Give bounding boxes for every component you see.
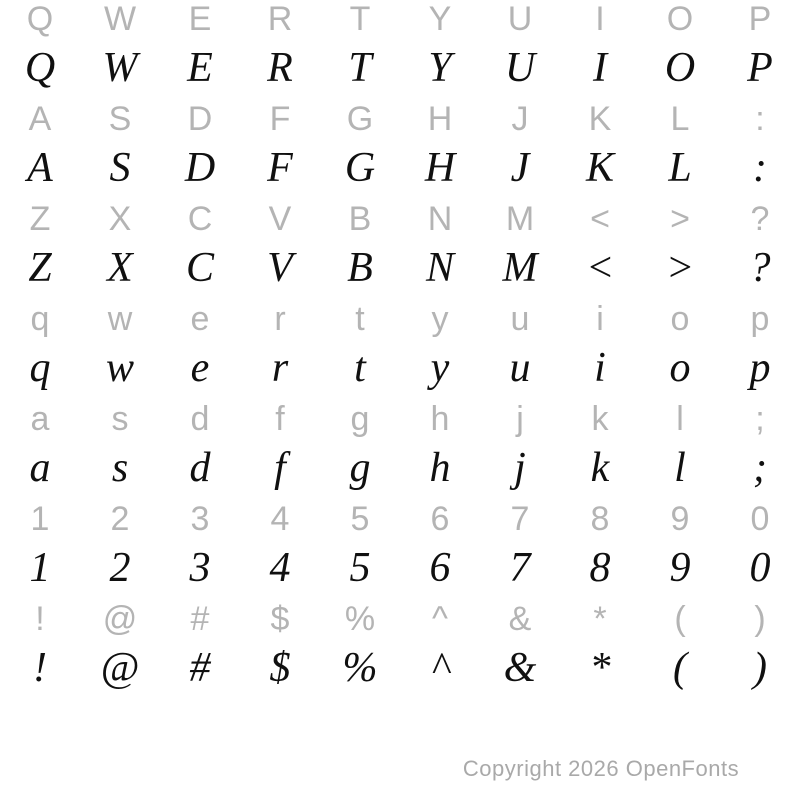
- reference-glyph: ): [754, 600, 766, 638]
- reference-glyph: r: [274, 300, 286, 338]
- specimen-glyph: w: [105, 345, 134, 391]
- specimen-glyph: S: [109, 145, 131, 191]
- reference-glyph: M: [505, 200, 535, 238]
- specimen-glyph: <: [585, 245, 615, 291]
- reference-glyph: 5: [350, 500, 370, 538]
- reference-glyph: j: [516, 400, 524, 438]
- specimen-glyph: %: [342, 645, 378, 691]
- specimen-glyph: E: [187, 45, 213, 91]
- specimen-glyph: l: [674, 445, 686, 491]
- reference-glyph: 8: [590, 500, 610, 538]
- reference-glyph: d: [190, 400, 210, 438]
- specimen-row-2: [0, 145, 800, 200]
- specimen-glyph: R: [267, 45, 293, 91]
- specimen-glyph: Z: [28, 245, 52, 291]
- specimen-glyph: U: [504, 45, 536, 91]
- specimen-glyph: P: [747, 45, 773, 91]
- reference-glyph: D: [187, 100, 213, 138]
- reference-glyph: u: [510, 300, 530, 338]
- reference-glyph: 4: [270, 500, 290, 538]
- reference-glyph: R: [267, 0, 293, 38]
- specimen-glyph: g: [349, 445, 371, 491]
- specimen-glyph: o: [669, 345, 691, 391]
- reference-glyph: T: [349, 0, 371, 38]
- reference-glyph: E: [188, 0, 212, 38]
- specimen-glyph: !: [33, 645, 47, 691]
- reference-glyph: F: [269, 100, 291, 138]
- specimen-row-4: [0, 345, 800, 400]
- reference-glyph: k: [591, 400, 609, 438]
- specimen-glyph: 8: [589, 545, 611, 591]
- specimen-glyph: Y: [428, 45, 452, 91]
- specimen-glyph: e: [190, 345, 210, 391]
- specimen-glyph: 6: [429, 545, 451, 591]
- specimen-row-7: [0, 645, 800, 700]
- reference-glyph: !: [35, 600, 45, 638]
- specimen-glyph: B: [347, 245, 373, 291]
- reference-glyph: &: [508, 600, 532, 638]
- specimen-glyph: :: [753, 145, 767, 191]
- specimen-glyph: 0: [749, 545, 771, 591]
- specimen-glyph: N: [425, 245, 454, 291]
- reference-glyph: Y: [428, 0, 452, 38]
- specimen-glyph: K: [585, 145, 614, 191]
- reference-glyph: y: [431, 300, 449, 338]
- reference-glyph: q: [30, 300, 50, 338]
- reference-glyph: P: [748, 0, 772, 38]
- reference-glyph: K: [588, 100, 612, 138]
- reference-glyph: ?: [750, 200, 770, 238]
- reference-glyph: $: [270, 600, 290, 638]
- reference-glyph: (: [674, 600, 686, 638]
- reference-glyph: I: [595, 0, 605, 38]
- specimen-glyph: h: [429, 445, 451, 491]
- reference-glyph: O: [666, 0, 694, 38]
- reference-glyph: 2: [110, 500, 130, 538]
- specimen-glyph: O: [664, 45, 696, 91]
- reference-glyph: 0: [750, 500, 770, 538]
- specimen-glyph: #: [189, 645, 211, 691]
- reference-glyph: >: [670, 200, 690, 238]
- reference-glyph: a: [30, 400, 50, 438]
- specimen-glyph: &: [503, 645, 537, 691]
- reference-glyph: ^: [432, 600, 448, 638]
- specimen-glyph: H: [424, 145, 456, 191]
- reference-glyph: i: [596, 300, 604, 338]
- reference-glyph: h: [430, 400, 450, 438]
- specimen-glyph: @: [100, 645, 140, 691]
- reference-glyph: 1: [30, 500, 50, 538]
- specimen-glyph: r: [271, 345, 289, 391]
- specimen-glyph: $: [269, 645, 291, 691]
- specimen-glyph: y: [430, 345, 450, 391]
- specimen-glyph: ): [753, 645, 767, 691]
- specimen-glyph: 7: [509, 545, 531, 591]
- reference-glyph: H: [427, 100, 453, 138]
- reference-glyph: t: [355, 300, 365, 338]
- specimen-glyph: i: [594, 345, 606, 391]
- specimen-glyph: 1: [29, 545, 51, 591]
- specimen-glyph: ;: [753, 445, 767, 491]
- reference-glyph: ;: [755, 400, 765, 438]
- reference-glyph: @: [102, 600, 138, 638]
- specimen-row-3: [0, 245, 800, 300]
- specimen-glyph: I: [593, 45, 607, 91]
- reference-glyph: :: [755, 100, 765, 138]
- reference-glyph: G: [346, 100, 374, 138]
- reference-glyph: L: [670, 100, 690, 138]
- reference-glyph: A: [28, 100, 52, 138]
- specimen-glyph: j: [514, 445, 526, 491]
- specimen-glyph: V: [267, 245, 293, 291]
- specimen-glyph: A: [27, 145, 53, 191]
- specimen-glyph: k: [590, 445, 610, 491]
- specimen-glyph: C: [185, 245, 214, 291]
- specimen-row-5: [0, 445, 800, 500]
- reference-glyph: 6: [430, 500, 450, 538]
- reference-glyph: e: [190, 300, 210, 338]
- reference-glyph: g: [350, 400, 370, 438]
- specimen-glyph: L: [668, 145, 692, 191]
- reference-glyph: Z: [29, 200, 51, 238]
- reference-glyph: J: [511, 100, 529, 138]
- reference-glyph: %: [344, 600, 376, 638]
- copyright-notice: Copyright 2026 OpenFonts: [462, 756, 740, 781]
- specimen-glyph: 5: [349, 545, 371, 591]
- specimen-glyph: D: [184, 145, 216, 191]
- reference-glyph: #: [190, 600, 210, 638]
- specimen-glyph: G: [344, 145, 376, 191]
- reference-glyph: Q: [26, 0, 54, 38]
- specimen-glyph: (: [673, 645, 687, 691]
- reference-glyph: f: [275, 400, 285, 438]
- reference-glyph: s: [111, 400, 129, 438]
- reference-glyph: B: [348, 200, 372, 238]
- specimen-row-6: [0, 545, 800, 600]
- reference-glyph: X: [108, 200, 132, 238]
- specimen-glyph: *: [589, 645, 611, 691]
- specimen-glyph: 9: [669, 545, 691, 591]
- specimen-glyph: T: [348, 45, 372, 91]
- specimen-glyph: p: [749, 345, 771, 391]
- reference-glyph: 3: [190, 500, 210, 538]
- reference-glyph: o: [670, 300, 690, 338]
- specimen-glyph: >: [665, 245, 695, 291]
- reference-glyph: N: [427, 200, 453, 238]
- specimen-glyph: 4: [269, 545, 291, 591]
- reference-glyph: S: [108, 100, 132, 138]
- reference-glyph: U: [507, 0, 533, 38]
- specimen-glyph: f: [274, 445, 286, 491]
- specimen-glyph: Q: [24, 45, 56, 91]
- specimen-row-1: [0, 45, 800, 100]
- specimen-glyph: t: [354, 345, 366, 391]
- reference-glyph: C: [187, 200, 213, 238]
- specimen-glyph: ?: [749, 245, 771, 291]
- specimen-glyph: u: [509, 345, 531, 391]
- specimen-glyph: M: [502, 245, 538, 291]
- reference-glyph: *: [593, 600, 607, 638]
- specimen-glyph: ^: [431, 645, 449, 691]
- specimen-glyph: J: [510, 145, 530, 191]
- reference-glyph: l: [676, 400, 684, 438]
- reference-glyph: 7: [510, 500, 530, 538]
- specimen-glyph: W: [102, 45, 138, 91]
- reference-glyph: V: [268, 200, 292, 238]
- specimen-glyph: d: [189, 445, 211, 491]
- specimen-glyph: a: [29, 445, 51, 491]
- specimen-glyph: q: [29, 345, 51, 391]
- reference-glyph: 9: [670, 500, 690, 538]
- reference-glyph: p: [750, 300, 770, 338]
- reference-glyph: w: [107, 300, 133, 338]
- specimen-glyph: s: [111, 445, 129, 491]
- specimen-glyph: X: [107, 245, 133, 291]
- specimen-glyph: F: [267, 145, 293, 191]
- specimen-glyph: 2: [109, 545, 131, 591]
- specimen-glyph: 3: [189, 545, 211, 591]
- reference-glyph: W: [103, 0, 137, 38]
- reference-glyph: <: [590, 200, 610, 238]
